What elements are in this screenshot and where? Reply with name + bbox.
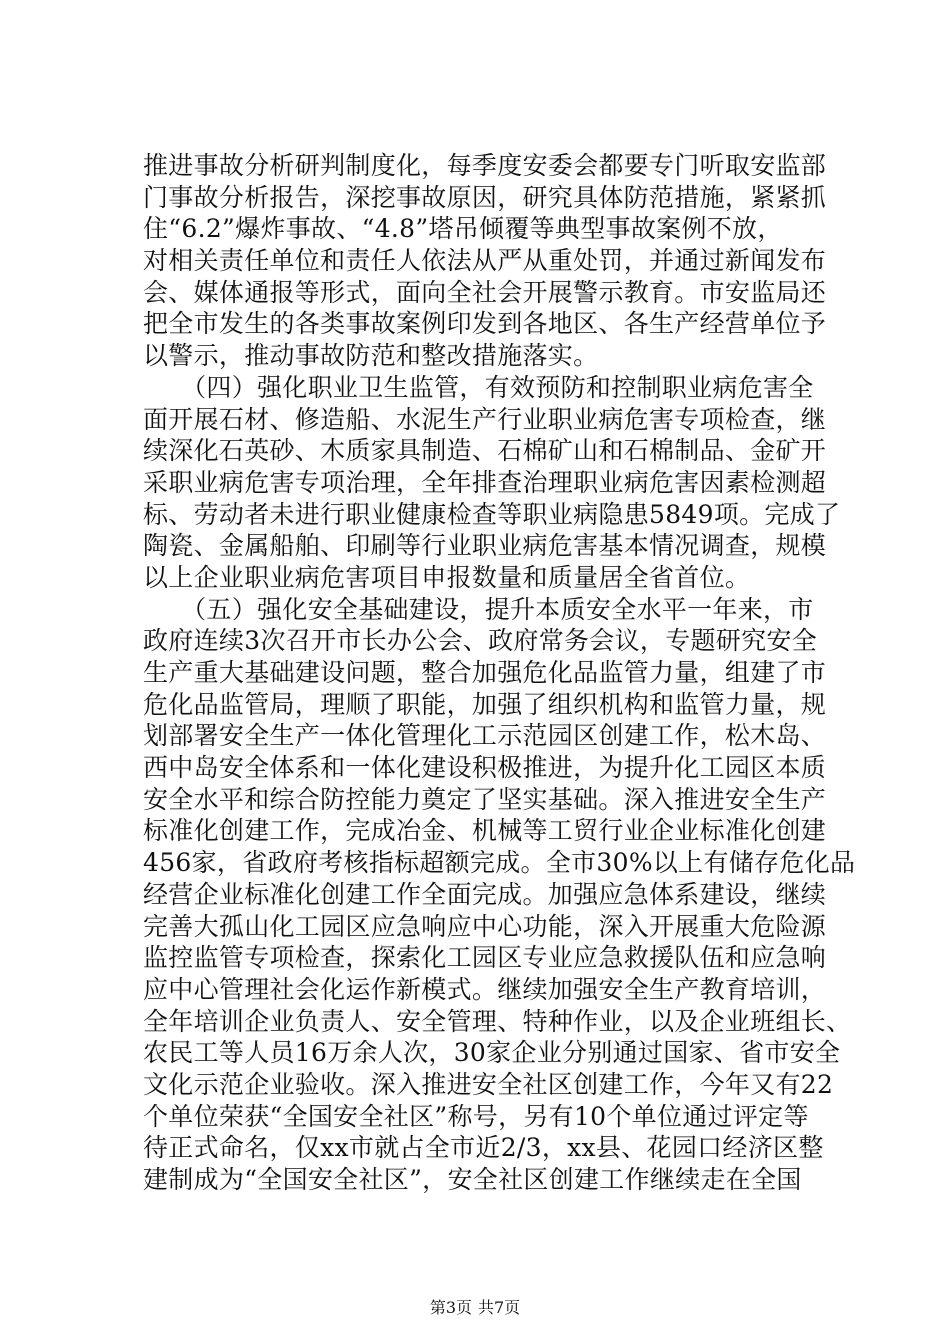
text-line: 危化品监管局，理顺了职能，加强了组织机构和监管力量，规 — [143, 689, 827, 719]
text-line: 应中心管理社会化运作新模式。继续加强安全生产教育培训， — [143, 974, 827, 1004]
text-line: 以警示，推动事故防范和整改措施落实。 — [143, 341, 599, 371]
text-line: 以上企业职业病危害项目申报数量和质量居全省首位。 — [143, 562, 751, 592]
text-line: 划部署安全生产一体化管理化工示范园区创建工作，松木岛、 — [143, 721, 827, 751]
page-total: 共7页 — [478, 1298, 521, 1317]
text-line: 政府连续3次召开市长办公会、政府常务会议，专题研究安全 — [143, 626, 818, 656]
text-line: 标、劳动者未进行职业健康检查等职业病隐患5849项。完成了 — [143, 499, 841, 529]
text-line: 推进事故分析研判制度化，每季度安委会都要专门听取安监部 — [143, 151, 827, 180]
text-line: 住“6.2”爆炸事故、“4.8”塔吊倾覆等典型事故案例不放， — [143, 214, 783, 244]
text-line: （五）强化安全基础建设，提升本质安全水平一年来，市 — [143, 594, 814, 624]
text-line: 对相关责任单位和责任人依法从严从重处罚，并通过新闻发布 — [143, 246, 827, 276]
text-line: 文化示范企业验收。深入推进安全社区创建工作，今年又有22 — [143, 1069, 834, 1099]
text-line: 生产重大基础建设问题，整合加强危化品监管力量，组建了市 — [143, 658, 827, 687]
text-line: 个单位荣获“全国安全社区”称号，另有10个单位通过评定等 — [143, 1101, 809, 1131]
text-line: 待正式命名，仅xx市就占全市近2/3，xx县、花园口经济区整 — [143, 1133, 824, 1163]
text-line: 监控监管专项检查，探索化工园区专业应急救援队伍和应急响 — [143, 943, 827, 973]
page-number: 第3页 — [429, 1298, 472, 1317]
text-line: 续深化石英砂、木质家具制造、石棉矿山和石棉制品、金矿开 — [143, 436, 827, 466]
page-footer — [0, 1297, 950, 1319]
text-line: 陶瓷、金属船舶、印刷等行业职业病危害基本情况调查，规模 — [143, 531, 827, 561]
text-line: 西中岛安全体系和一体化建设积极推进，为提升化工园区本质 — [143, 753, 827, 783]
text-line: 门事故分析报告，深挖事故原因，研究具体防范措施，紧紧抓 — [143, 182, 827, 212]
text-line: 面开展石材、修造船、水泥生产行业职业病危害专项检查，继 — [143, 404, 827, 434]
text-line: 标准化创建工作，完成冶金、机械等工贸行业企业标准化创建 — [143, 816, 827, 846]
text-line: 把全市发生的各类事故案例印发到各地区、各生产经营单位予 — [143, 309, 827, 339]
text-line: 农民工等人员16万余人次，30家企业分别通过国家、省市安全 — [143, 1038, 841, 1068]
text-line: 全年培训企业负责人、安全管理、特种作业，以及企业班组长、 — [143, 1006, 852, 1036]
text-line: 完善大孤山化工园区应急响应中心功能，深入开展重大危险源 — [143, 911, 827, 941]
text-line: 会、媒体通报等形式，面向全社会开展警示教育。市安监局还 — [143, 277, 827, 307]
text-line: 安全水平和综合防控能力奠定了坚实基础。深入推进安全生产 — [143, 784, 827, 814]
text-line: 建制成为“全国安全社区”，安全社区创建工作继续走在全国 — [143, 1165, 802, 1194]
text-line: 456家，省政府考核指标超额完成。全市30%以上有储存危化品 — [143, 848, 856, 878]
text-line: 采职业病危害专项治理，全年排查治理职业病危害因素检测超 — [143, 467, 827, 497]
text-line: 经营企业标准化创建工作全面完成。加强应急体系建设，继续 — [143, 879, 827, 909]
text-line: （四）强化职业卫生监管，有效预防和控制职业病危害全 — [143, 372, 814, 402]
body-text — [143, 150, 856, 1196]
